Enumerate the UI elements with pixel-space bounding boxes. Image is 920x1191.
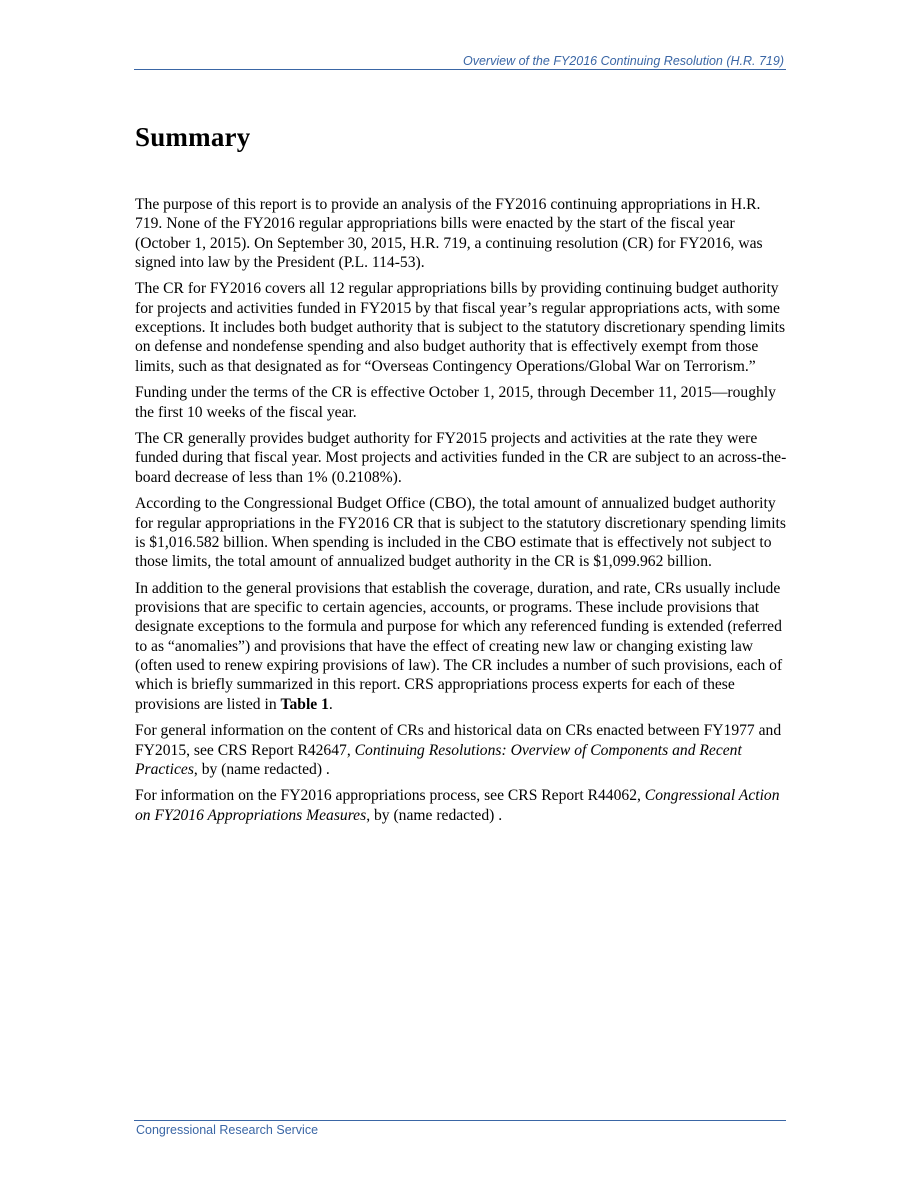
header-divider — [134, 69, 786, 70]
paragraph-general-info — [135, 721, 789, 779]
footer-organization: Congressional Research Service — [136, 1123, 319, 1137]
paragraph-coverage: The CR for FY2016 covers all 12 regular appropriations bills by providing continuing budget authority for projects and activities funded in FY2015 by that fiscal year’s regular appropriations acts, with some exceptions. It includes both budget authority that is subject to the statutory discretionary spending limits on defense and nondefense spending and also budget authority that is effectively exempt from those limits, such as that designated as for “Overseas Contingency Operations/Global War on Terrorism.” — [135, 280, 786, 375]
table-1-reference: Table 1 — [280, 695, 329, 713]
paragraph-process-info — [135, 786, 789, 825]
page-title: Summary — [135, 122, 251, 152]
paragraph-rate: The CR generally provides budget authority for FY2015 projects and activities at the rate they were funded during that fiscal year. Most projects and activities funded in the CR are subject to an across-the-board decrease of less than 1% (0.2108%). — [135, 430, 787, 486]
process-info-pre: For information on the FY2016 appropriations process, see CRS Report R44062, — [135, 787, 645, 805]
paragraph-cbo-estimate: According to the Congressional Budget Office (CBO), the total amount of annualized budget authority for regular appropriations in the FY2016 CR that is subject to the statutory discretionary spending limits is $1,016.582 billion. When spending is included in the CBO estimate that is effectively not subject to those limits, the total amount of annualized budget authority in the CR is $1,099.962 billion. — [135, 495, 786, 571]
running-header-title: Overview of the FY2016 Continuing Resolution (H.R. 719) — [463, 54, 784, 68]
report-title-r42647: Continuing Resolutions: Overview of Components and Recent Practices — [135, 741, 742, 778]
report-title-r44062: Congressional Action on FY2016 Appropriations Measures — [135, 787, 780, 824]
footer-divider — [134, 1120, 786, 1121]
process-info-post: , by (name redacted) . — [366, 806, 503, 824]
paragraph-duration: Funding under the terms of the CR is effective October 1, 2015, through December 11, 2015—roughly the first 10 weeks of the fiscal year. — [135, 384, 776, 421]
paragraph-purpose: The purpose of this report is to provide an analysis of the FY2016 continuing appropriations in H.R. 719. None of the FY2016 regular appropriations bills were enacted by the start of the fiscal year (October 1, 2015). On September 30, 2015, H.R. 719, a continuing resolution (CR) for FY2016, was signed into law by the President (P.L. 114-53). — [135, 196, 763, 271]
provisions-text: In addition to the general provisions that establish the coverage, duration, and rate, CRs usually include provisions that are specific to certain agencies, accounts, or programs. These include provisions that designate exceptions to the formula and purpose for which any referenced funding is extended (referred to as “anomalies”) and provisions that have the effect of creating new law or changing existing law (often used to renew expiring provisions of law). The CR includes a number of such provisions, each of which is briefly summarized in this report. CRS appropriations process experts for each of these provisions are listed in — [135, 579, 783, 713]
general-info-post: , by (name redacted) . — [193, 760, 330, 778]
summary-body — [135, 195, 789, 832]
general-info-pre: For general information on the content of CRs and historical data on CRs enacted between FY1977 and FY2015, see CRS Report R42647, — [135, 722, 782, 759]
paragraph-provisions — [135, 579, 789, 714]
provisions-end: . — [328, 695, 333, 713]
